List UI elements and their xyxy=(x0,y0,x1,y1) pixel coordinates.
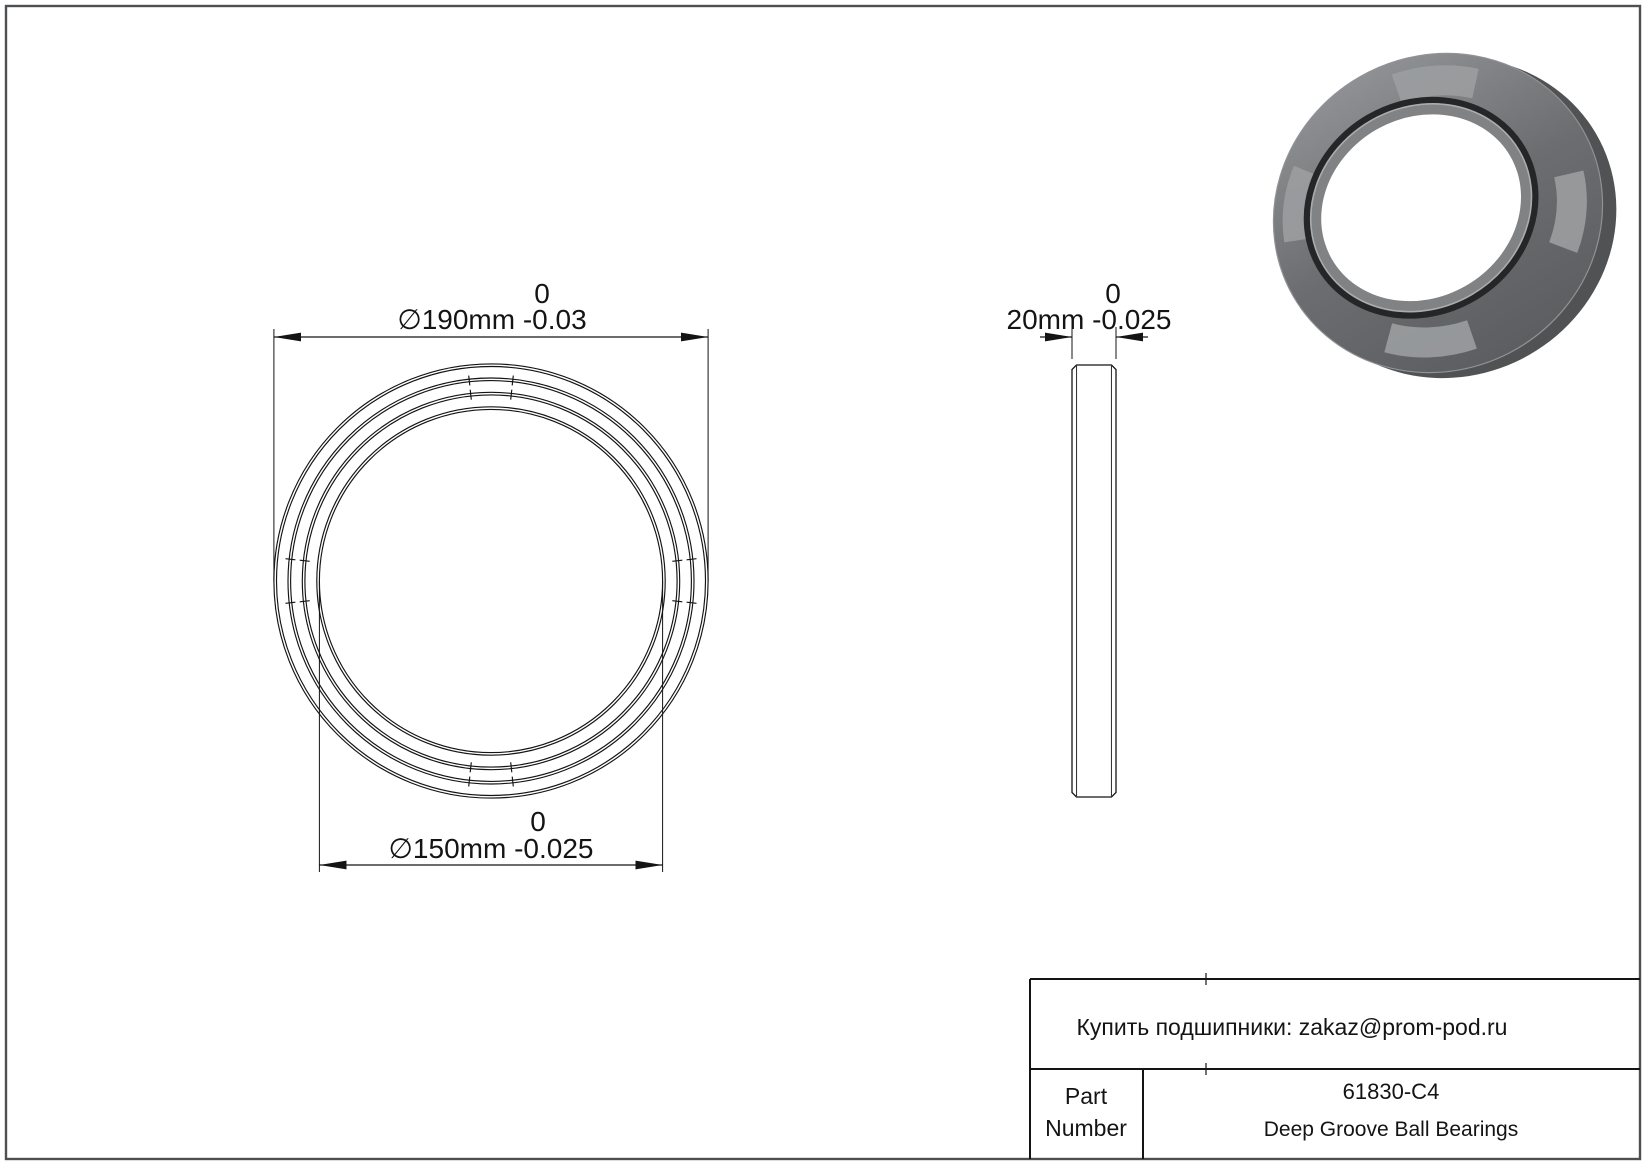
bore-circle xyxy=(319,409,662,752)
bearing-3d-render xyxy=(1215,0,1646,442)
part-label-line1: Part xyxy=(1064,1083,1108,1109)
part-number-value: 61830-C4 xyxy=(1342,1079,1440,1104)
part-label-line2: Number xyxy=(1045,1115,1127,1141)
arrowhead-left-150 xyxy=(319,861,346,870)
bore-circle-outer-line xyxy=(317,407,665,755)
raceway-tick-marks-inner xyxy=(300,390,683,773)
title-block xyxy=(1030,973,1640,1159)
arrowhead-right-190 xyxy=(681,333,708,342)
dimension-label-20: 20mm -0.025 xyxy=(1006,304,1172,335)
outer-ring-raceway-inner-line xyxy=(291,381,692,782)
tolerance-upper-190: 0 xyxy=(534,278,550,309)
tolerance-upper-150: 0 xyxy=(530,806,546,837)
side-view xyxy=(1072,365,1116,797)
side-view-outline xyxy=(1072,365,1116,797)
outer-ring-outer-edge-inner-line xyxy=(277,367,706,796)
dimension-label-190: ∅190mm -0.03 xyxy=(397,304,587,335)
contact-text: Купить подшипники: zakaz@prom-pod.ru xyxy=(1076,1014,1508,1040)
inner-ring-raceway-inner-line xyxy=(305,395,677,767)
dimension-label-150: ∅150mm -0.025 xyxy=(388,833,594,864)
front-view xyxy=(274,364,708,798)
width-dimension xyxy=(1007,278,1172,359)
arrowhead-left-190 xyxy=(274,333,301,342)
inner-ring-raceway-circle xyxy=(302,392,679,769)
tolerance-upper-20: 0 xyxy=(1105,278,1121,309)
product-type-text: Deep Groove Ball Bearings xyxy=(1263,1118,1519,1141)
arrowhead-right-150 xyxy=(636,861,663,870)
